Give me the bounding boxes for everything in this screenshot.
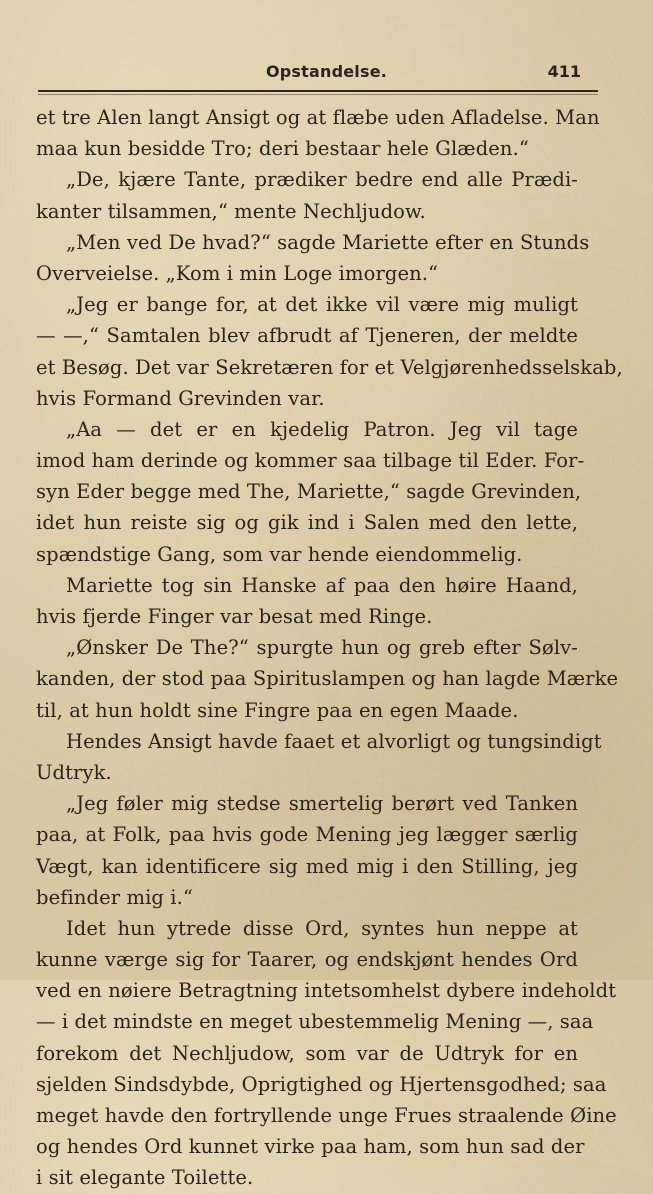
text-line: maa kun besidde Tro; deri bestaar hele Glæden.“ [36, 137, 529, 161]
text-line: kanden, der stod paa Spirituslampen og han lagde Mærke [36, 667, 619, 691]
text-line: befinder mig i.“ [36, 885, 193, 909]
text-line: „Jeg føler mig stedse smertelig berørt ved Tanken [66, 792, 578, 816]
text-line: forekom det Nechljudow, som var de Udtryk for en [36, 1041, 578, 1065]
text-line: „Jeg er bange for, at det ikke vil være mig muligt [66, 293, 578, 317]
text-line: Overveielse. „Kom i min Loge imorgen.“ [36, 261, 439, 285]
text-line: i sit elegante Toilette. [36, 1166, 254, 1190]
text-line: idet hun reiste sig og gik ind i Salen med den lette, [36, 511, 578, 535]
text-line: spændstige Gang, som var hende eiendommelig. [36, 542, 523, 566]
text-line: Udtryk. [36, 760, 112, 784]
text-line: „Aa — det er en kjedelig Patron. Jeg vil tage [66, 417, 578, 441]
text-line: „Men ved De hvad?“ sagde Mariette efter en Stunds [66, 230, 590, 254]
text-line: imod ham derinde og kommer saa tilbage til Eder. For- [36, 449, 585, 473]
text-line: — i det mindste en meget ubestemmelig Mening —, saa [36, 1010, 594, 1034]
text-line: Vægt, kan identificere sig med mig i den Stilling, jeg [36, 854, 578, 878]
text-line: og hendes Ord kunnet virke paa ham, som hun sad der [36, 1135, 585, 1159]
text-line: „De, kjære Tante, prædiker bedre end alle Prædi- [66, 168, 578, 192]
page-number: 411 [547, 62, 581, 81]
header-rule-thin [38, 94, 598, 95]
text-line: hvis Formand Grevinden var. [36, 386, 325, 410]
text-line: sjelden Sindsdybde, Oprigtighed og Hjertensgodhed; saa [36, 1072, 607, 1096]
text-line: Hendes Ansigt havde faaet et alvorligt og tungsindigt [66, 729, 602, 753]
text-line: et tre Alen langt Ansigt og at flæbe uden Afladelse. Man [36, 106, 600, 129]
body-text [36, 102, 623, 1194]
text-line: „Ønsker De The?“ spurgte hun og greb efter Sølv- [66, 636, 578, 660]
text-line: kanter tilsammen,“ mente Nechljudow. [36, 199, 426, 223]
text-line: Mariette tog sin Hanske af paa den høire Haand, [66, 573, 578, 597]
text-line: — —,“ Samtalen blev afbrudt af Tjeneren, der meldte [36, 324, 578, 348]
text-line: meget havde den fortryllende unge Frues straalende Øine [36, 1104, 617, 1127]
header-rule [38, 90, 598, 92]
text-line: ved en nøiere Betragtning intetsomhelst dybere indeholdt [36, 979, 617, 1003]
text-line: et Besøg. Det var Sekretæren for et Velgjørenhedsselskab, [36, 355, 623, 379]
text-line: kunne værge sig for Taarer, og endskjønt hendes Ord [36, 948, 578, 972]
text-line: paa, at Folk, paa hvis gode Mening jeg lægger særlig [36, 823, 578, 847]
text-line: syn Eder begge med The, Mariette,“ sagde Grevinden, [36, 480, 582, 504]
running-title: Opstandelse. [265, 62, 388, 81]
text-line: hvis fjerde Finger var besat med Ringe. [36, 605, 433, 628]
text-line: til, at hun holdt sine Fingre paa en egen Maade. [36, 698, 519, 722]
text-line: Idet hun ytrede disse Ord, syntes hun neppe at [66, 916, 578, 940]
